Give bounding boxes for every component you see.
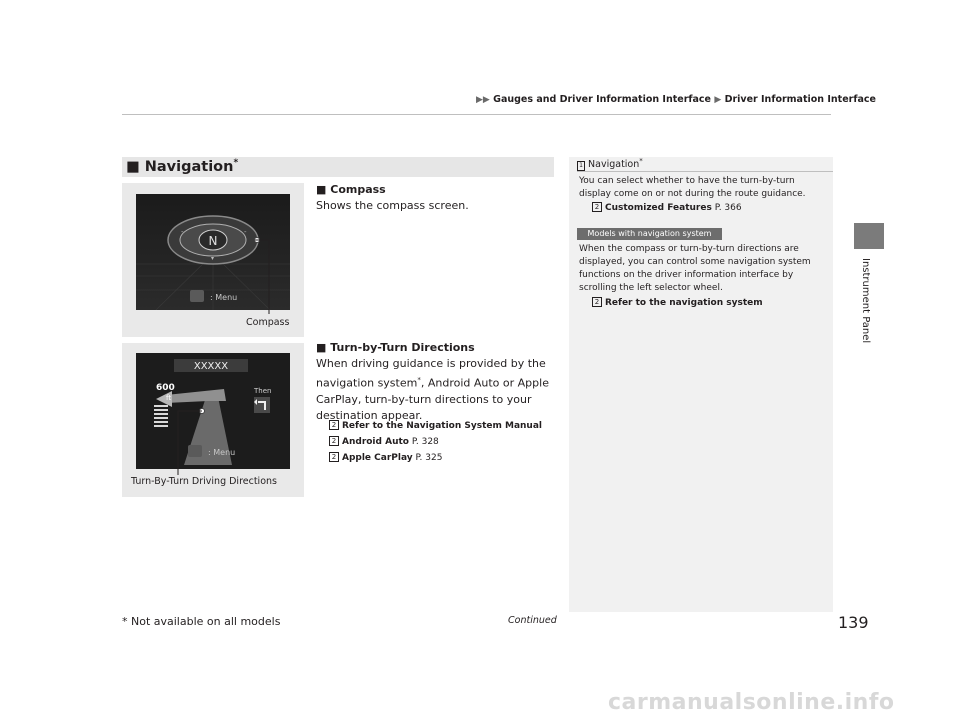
svg-text:▾: ▾: [211, 255, 215, 262]
subsection-marker-icon: ■: [316, 341, 327, 354]
compass-menu-hint: : Menu: [210, 293, 238, 302]
turn-by-turn-caption: Turn-By-Turn Driving Directions: [131, 476, 277, 487]
turn-by-turn-subtitle-text: Turn-by-Turn Directions: [330, 341, 475, 354]
notes-heading: 1 Navigation*: [577, 157, 643, 171]
chapter-tab: [854, 223, 884, 249]
chapter-tab-label: Instrument Panel: [860, 258, 871, 344]
reference-arrow-icon: 2: [329, 420, 339, 430]
note-marker-icon: 1: [577, 161, 585, 171]
ref-android-auto[interactable]: 2 Android Auto P. 328: [329, 436, 439, 447]
then-label: Then: [254, 387, 272, 395]
breadcrumb: [476, 94, 876, 105]
breadcrumb-item[interactable]: Gauges and Driver Information Interface: [493, 94, 712, 105]
desc-line: CarPlay, turn-by-turn directions to your: [316, 392, 532, 406]
turn-by-turn-screen: [136, 353, 290, 469]
turn-by-turn-graphic: [136, 353, 290, 469]
desc-line: destination appear.: [316, 408, 423, 422]
section-asterisk: *: [233, 158, 239, 168]
header-divider: [122, 114, 831, 115]
desc-line: When driving guidance is provided by the: [316, 357, 546, 370]
ref-customized-features[interactable]: 2 Customized Features P. 366: [592, 202, 742, 213]
svg-text:-: -: [244, 228, 247, 236]
notes-panel: [569, 157, 833, 612]
section-title: [126, 158, 238, 175]
turn-menu-hint: : Menu: [208, 448, 236, 457]
compass-subtitle: [316, 183, 386, 196]
notes-paragraph-1: You can select whether to have the turn-by-turn display come on or not during the route guidance.: [579, 176, 806, 199]
reference-arrow-icon: 2: [592, 297, 602, 307]
breadcrumb-arrow-icon: ▶▶: [476, 95, 490, 105]
compass-letter: N: [208, 234, 218, 248]
turn-by-turn-description: [316, 356, 556, 424]
distance-value: 600: [156, 383, 175, 393]
page-number: 139: [838, 613, 869, 632]
breadcrumb-arrow-icon: ▶: [714, 95, 722, 105]
ref-apple-carplay[interactable]: 2 Apple CarPlay P. 325: [329, 452, 442, 463]
distance-unit: ft: [166, 394, 172, 402]
subsection-marker-icon: ■: [316, 183, 327, 196]
compass-description: Shows the compass screen.: [316, 199, 469, 212]
ref-navigation-system[interactable]: 2 Refer to the navigation system: [592, 297, 763, 308]
models-badge: Models with navigation system: [577, 228, 722, 240]
section-title-text: Navigation: [144, 158, 234, 175]
section-marker-icon: ■: [126, 158, 140, 175]
watermark: carmanualsonline.info: [608, 690, 895, 715]
svg-text:-: -: [181, 228, 184, 236]
compass-callout-line: [250, 234, 275, 316]
turn-callout-line: [170, 405, 210, 477]
footnote: * Not available on all models: [122, 615, 281, 628]
compass-subtitle-text: Compass: [330, 183, 386, 196]
notes-divider: [577, 171, 833, 172]
desc-line: navigation system*, Android Auto or Apple: [316, 376, 549, 390]
reference-arrow-icon: 2: [329, 436, 339, 446]
continued-label: Continued: [508, 615, 557, 626]
street-name: XXXXX: [193, 361, 229, 372]
notes-paragraph-2: When the compass or turn-by-turn directions are displayed, you can control some navigation system functions on the driver information interface by scrolling the left selector wheel.: [579, 244, 811, 293]
compass-caption: Compass: [246, 317, 290, 328]
reference-arrow-icon: 2: [592, 202, 602, 212]
turn-by-turn-subtitle: [316, 341, 475, 354]
breadcrumb-item[interactable]: Driver Information Interface: [724, 94, 876, 105]
ref-nav-manual[interactable]: 2 Refer to the Navigation System Manual: [329, 420, 542, 431]
reference-arrow-icon: 2: [329, 452, 339, 462]
